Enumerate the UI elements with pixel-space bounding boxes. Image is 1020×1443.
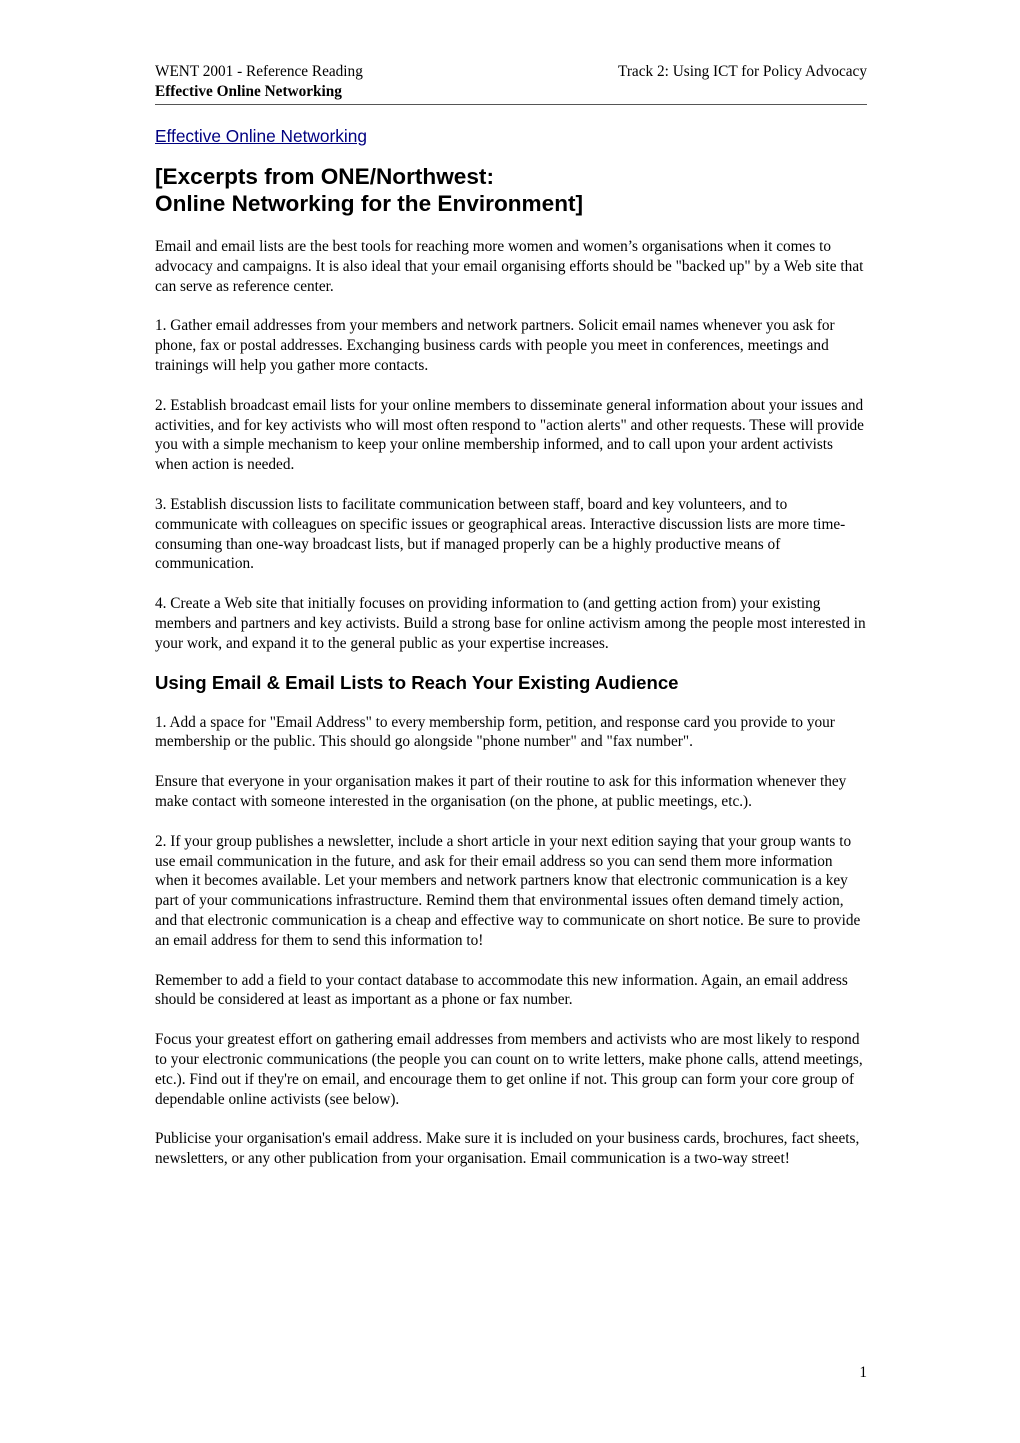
step-4-paragraph: 4. Create a Web site that initially focuses on providing information to (and getting action from) your existing members and partners and key activists. Build a strong base for online activism among the people most interested in your work, and expand it to the general public as your expertise increases. <box>155 595 866 652</box>
step-1-paragraph: 1. Gather email addresses from your members and network partners. Solicit email names whenever you ask for phone, fax or postal addresses. Exchanging business cards with people you meet in conferences, meetings and trainings will help you gather more contacts. <box>155 317 835 374</box>
header-left-text: WENT 2001 - Reference Reading <box>155 63 363 80</box>
page-number: 1 <box>859 1364 867 1381</box>
main-title-line-1: [Excerpts from ONE/Northwest: <box>155 164 494 189</box>
section-paragraph-1: 1. Add a space for "Email Address" to every membership form, petition, and response card you provide to your membership or the public. This should go alongside "phone number" and "fax number". <box>155 713 835 751</box>
running-header-row <box>155 62 867 82</box>
section-paragraph-3: 2. If your group publishes a newsletter, include a short article in your next edition saying that your group wants to use email communication in the future, and ask for their email address so you can send them more information when it becomes available. Let your members and network partners know that electronic communication is a key part of your communications infrastructure. Remind them that environmental issues often demand timely action, and that electronic communication is a cheap and effective way to communicate on short notice. Be sure to provide an email address for them to send this information to! <box>155 832 861 949</box>
main-title-line-2: Online Networking for the Environment] <box>155 191 584 216</box>
section-paragraph-6: Publicise your organisation's email address. Make sure it is included on your business cards, brochures, fact sheets, newsletters, or any other publication from your organisation. Email communication is a two-way street! <box>155 1130 860 1168</box>
step-2-paragraph: 2. Establish broadcast email lists for your online members to disseminate general information about your issues and activities, and for key activists who will most often respond to "action alerts" and other requests. These will provide you with a simple mechanism to keep your online membership informed, and to call upon your ardent activists when action is needed. <box>155 396 864 474</box>
section-paragraph-5: Focus your greatest effort on gathering email addresses from members and activists who are most likely to respond to your electronic communications (the people you can count on to write letters, make phone calls, attend meetings, etc.). Find out if they're on email, and encourage them to get online if not. This group can form your core group of dependable online activists (see below). <box>155 1031 863 1108</box>
step-3-paragraph: 3. Establish discussion lists to facilitate communication between staff, board and key volunteers, and to communicate with colleagues on specific issues or geographical areas. Interactive discussion lists are more time-consuming than one-way broadcast lists, but if managed properly can be a highly productive means of communication. <box>155 495 846 573</box>
document-title-link[interactable]: Effective Online Networking <box>155 126 367 146</box>
header-right-text: Track 2: Using ICT for Policy Advocacy <box>618 63 867 80</box>
running-header <box>155 62 867 105</box>
document-page <box>155 62 867 1169</box>
main-title <box>155 163 867 217</box>
section-heading: Using Email & Email Lists to Reach Your Existing Audience <box>155 671 679 693</box>
header-subtitle: Effective Online Networking <box>155 83 342 100</box>
section-paragraph-4: Remember to add a field to your contact database to accommodate this new information. Again, an email address should be considered at least as important as a phone or fax number. <box>155 971 848 1009</box>
section-paragraph-2: Ensure that everyone in your organisation makes it part of their routine to ask for this information whenever they make contact with someone interested in the organisation (on the phone, at public meetings, etc.). <box>155 773 847 810</box>
intro-paragraph: Email and email lists are the best tools for reaching more women and women’s organisations when it comes to advocacy and campaigns. It is also ideal that your email organising efforts should be "backed up" by a Web site that can serve as reference center. <box>155 238 864 295</box>
